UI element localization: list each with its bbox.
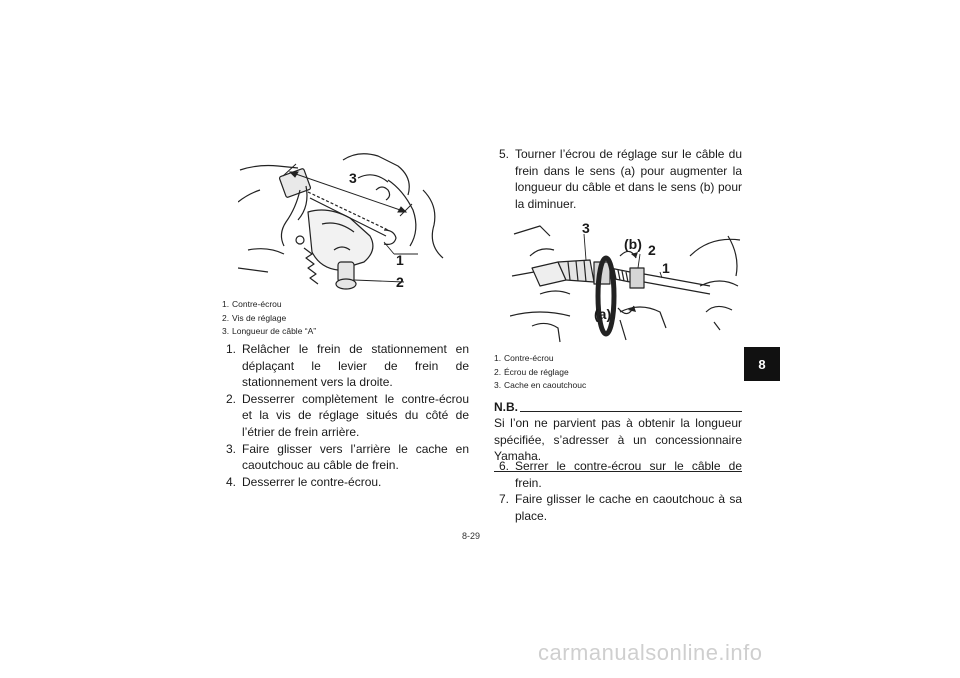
legend-item: 2. Écrou de réglage <box>494 366 569 377</box>
step-2: 2. Desserrer complètement le contre-écrou et la vis de réglage situés du côté de l’étrier de frein arrière. <box>225 391 469 439</box>
legend-item: 3. Cache en caoutchouc <box>494 380 587 390</box>
legend-item: 1. Contre-écrou <box>222 299 282 309</box>
callout-3: 3 <box>582 220 590 236</box>
step-6: 6. Serrer le contre-écrou sur le câble de frein. <box>498 459 742 490</box>
steps-right <box>494 458 742 524</box>
legend-item: 3. Longueur de câble “A” <box>222 326 317 336</box>
chapter-tab: 8 <box>744 347 780 381</box>
step-5: 5. Tourner l’écrou de réglage sur le câble du frein dans le sens (a) pour augmenter la longueur du câble et dans le sens (b) pour la diminuer. <box>498 147 742 211</box>
note-header <box>494 400 742 414</box>
callout-2: 2 <box>396 274 404 290</box>
watermark: carmanualsonline.info <box>538 640 763 665</box>
figure1-legend <box>222 298 316 339</box>
figure2-legend <box>494 352 586 393</box>
callout-3: 3 <box>349 170 357 186</box>
note-rule <box>520 411 742 412</box>
steps-left <box>221 341 469 490</box>
step-1: 1. Relâcher le frein de stationnement en déplaçant le levier de frein de stationnement vers la droite. <box>225 342 469 390</box>
step-5-block <box>494 146 742 212</box>
note-text: Si l’on ne parvient pas à obtenir la longueur spécifiée, s’adresser à un concessionnaire Yamaha. <box>494 416 742 464</box>
callout-2: 2 <box>648 242 656 258</box>
figure-brake-caliper <box>238 150 460 295</box>
legend-item: 1. Contre-écrou <box>494 353 554 363</box>
step-7: 7. Faire glisser le cache en caoutchouc à sa place. <box>498 492 742 523</box>
note-label: N.B. <box>494 400 518 414</box>
callout-1: 1 <box>396 252 404 268</box>
page-number: 8-29 <box>462 531 481 541</box>
legend-item: 2. Vis de réglage <box>222 312 287 323</box>
figure-cable-adjuster <box>510 216 742 346</box>
step-3: 3. Faire glisser vers l’arrière le cache en caoutchouc au câble de frein. <box>225 441 469 473</box>
callout-1: 1 <box>662 260 670 276</box>
callout-a: (a) <box>594 306 612 322</box>
callout-b: (b) <box>624 236 642 252</box>
step-4: 4. Desserrer le contre-écrou. <box>225 474 382 489</box>
